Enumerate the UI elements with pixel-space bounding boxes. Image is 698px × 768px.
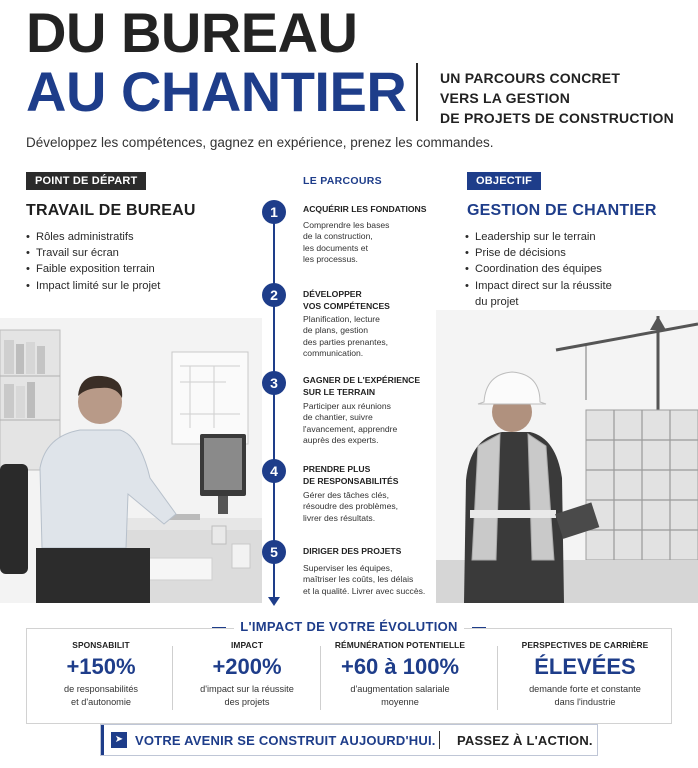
cta-accent-bar [101,725,104,755]
metric-description: d'impact sur la réussite des projets [200,684,294,707]
office-bullets [26,229,160,294]
step-description: Gérer des tâches clés, résoudre des problèmes, livrer des résultats. [303,490,399,523]
title-line-2: AU CHANTIER [26,60,407,123]
parcours-tag: LE PARCOURS [303,175,382,187]
subtitle-line: VERS LA GESTION [440,90,571,106]
step-number: 4 [262,459,286,483]
page-title [26,1,407,123]
subtitle-line: DE PROJETS DE CONSTRUCTION [440,110,674,126]
title-divider [416,63,418,121]
office-work-title: TRAVAIL DE BUREAU [26,202,196,219]
step-title: GAGNER DE L'EXPÉRIENCE SUR LE TERRAIN [303,375,421,397]
step-description: Planification, lecture de plans, gestion des parties prenantes, communication. [303,314,389,358]
metric-description: demande forte et constante dans l'industrie [529,684,641,707]
metric-divider [497,646,498,710]
subtitle-line: UN PARCOURS CONCRET [440,70,621,86]
metric-value: +200% [212,654,282,679]
impact-title: L'IMPACT DE VOTRE ÉVOLUTION [0,619,698,634]
metric-label: RÉMUNÉRATION POTENTIELLE [334,640,466,650]
metric-value: +60 à 100% [340,654,460,679]
metric-label: SPONSABILIT [72,640,130,650]
list-item: • Faible exposition terrain [26,261,160,277]
list-item: • Impact limité sur le projet [26,278,160,294]
arrow-right-icon: ➤ [111,732,127,748]
list-item: • Impact direct sur la réussite du projet [465,278,635,310]
metric-label: IMPACT [230,640,264,650]
metric-impact [172,640,322,708]
call-to-action-banner[interactable] [100,724,598,756]
cta-divider [439,731,440,749]
step-number: 5 [262,540,286,564]
step-description: Comprendre les bases de la construction, les documents et les processus. [303,220,390,264]
subtitle [440,68,674,128]
metric-career [505,640,665,708]
metric-salary [320,640,480,708]
cta-text: VOTRE AVENIR SE CONSTRUIT AUJOURD'HUI. [135,733,436,748]
site-management-title: GESTION DE CHANTIER [467,202,657,219]
step-number: 3 [262,371,286,395]
tagline: Développez les compétences, gagnez en expérience, prenez les commandes. [26,135,494,150]
cta-action-button[interactable]: PASSEZ À L'ACTION. [457,733,593,748]
office-worker-illustration [0,318,262,603]
list-item: • Leadership sur le terrain [465,229,635,245]
metric-description: de responsabilités et d'autonomie [63,684,139,707]
step-title: PRENDRE PLUS DE RESPONSABILITÉS [303,464,399,486]
list-item: • Prise de décisions [465,245,635,261]
list-item: • Coordination des équipes [465,261,635,277]
metric-value: +150% [66,654,136,679]
step-description: Participer aux réunions de chantier, suivre l'avancement, apprendre auprès des experts. [303,401,398,445]
step-title: DÉVELOPPER VOS COMPÉTENCES [303,289,390,311]
step-title: DIRIGER DES PROJETS [303,546,402,556]
site-bullets [465,229,635,310]
step-description: Superviser les équipes, maîtriser les coûts, les délais et la qualité. Livrer avec succès. [303,563,426,596]
site-manager-illustration [436,310,698,603]
title-line-1: DU BUREAU [26,1,358,64]
step-title: ACQUÉRIR LES FONDATIONS [303,204,427,214]
timeline-arrow [268,597,280,606]
metric-responsibility [26,640,176,708]
list-item: • Rôles administratifs [26,229,160,245]
objective-tag: OBJECTIF [467,172,541,190]
step-number: 1 [262,200,286,224]
starting-point-tag: POINT DE DÉPART [26,172,146,190]
step-number: 2 [262,283,286,307]
metric-value: ÉLEVÉES [534,654,636,679]
metric-description: d'augmentation salariale moyenne [350,684,450,707]
metric-label: PERSPECTIVES DE CARRIÈRE [521,640,649,650]
list-item: • Travail sur écran [26,245,160,261]
